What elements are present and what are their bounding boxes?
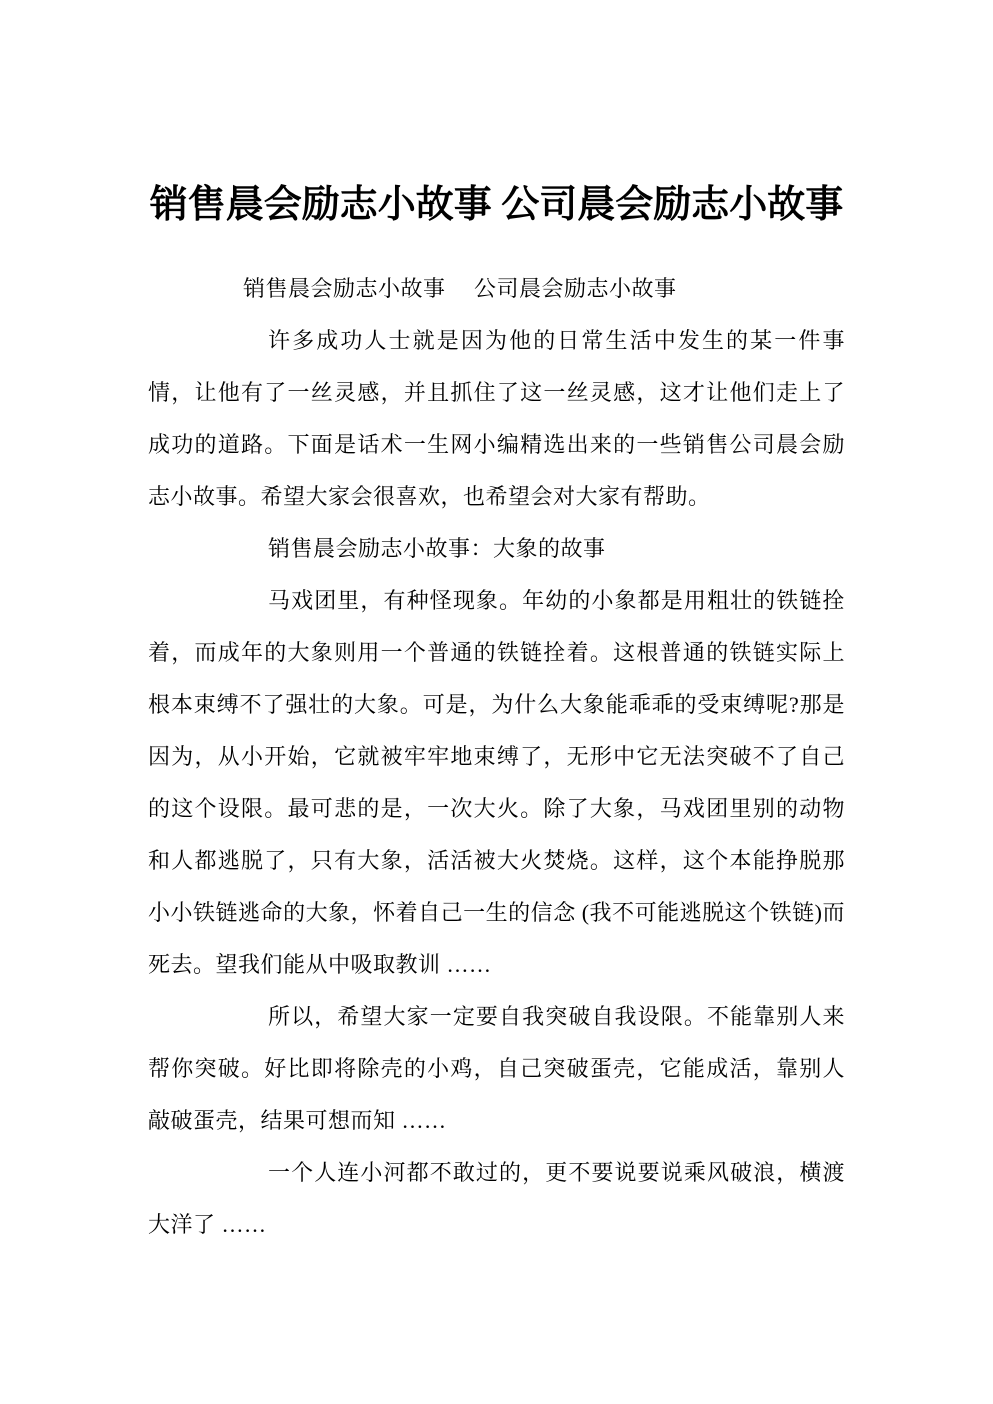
paragraph-elephant-story: 马戏团里，有种怪现象。年幼的小象都是用粗壮的铁链拴着，而成年的大象则用一个普通的铁链拴着。这根普通的铁链实际上根本束缚不了强壮的大象。可是，为什么大象能乖乖的受束缚呢?那是因为，从小开始，它就被牢牢地束缚了，无形中它无法突破不了自己的这个设限。最可悲的是，一次大火。除了大象，马戏团里别的动物和人都逃脱了，只有大象，活活被大火焚烧。这样，这个本能挣脱那小小铁链逃命的大象，怀着自己一生的信念 (我不可能逃脱这个铁链)而死去。望我们能从中吸取教训 …… [148,588,845,977]
story-heading: 销售晨会励志小故事：大象的故事 [268,536,606,561]
document-content [148,177,845,1251]
doc-body [148,263,845,1251]
doc-title: 销售晨会励志小故事 公司晨会励志小故事 [149,184,844,226]
paragraph-moral: 所以，希望大家一定要自我突破自我设限。不能靠别人来帮你突破。好比即将除壳的小鸡，自己突破蛋壳，它能成活，靠别人敲破蛋壳，结果可想而知 …… [148,1004,845,1133]
paragraph-closing: 一个人连小河都不敢过的，更不要说要说乘风破浪，横渡大洋了 …… [148,1160,845,1237]
doc-subtitle: 销售晨会励志小故事 公司晨会励志小故事 [243,276,677,301]
paragraph-intro: 许多成功人士就是因为他的日常生活中发生的某一件事情，让他有了一丝灵感，并且抓住了这一丝灵感，这才让他们走上了成功的道路。下面是话术一生网小编精选出来的一些销售公司晨会励志小故事。希望大家会很喜欢，也希望会对大家有帮助。 [148,328,845,509]
